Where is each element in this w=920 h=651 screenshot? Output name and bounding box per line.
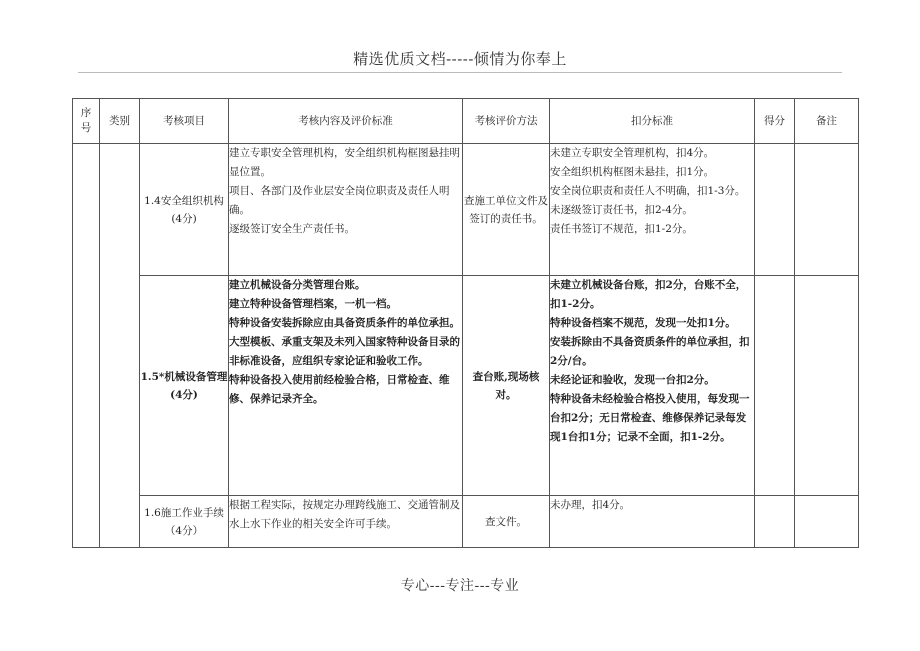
deduction-line: 未建立专职安全管理机构，扣4分。 [550,147,715,159]
category-cell [100,144,140,548]
deduction-line: 安全岗位职责和责任人不明确，扣1-3分。 [550,185,746,197]
remarks-cell [795,496,859,548]
col-header-category: 类别 [100,99,140,144]
score-cell [755,276,795,496]
score-cell [755,144,795,276]
content-line: 建立特种设备管理档案，一机一档。 [229,298,397,310]
deduction-line: 未办理，扣4分。 [550,499,631,511]
table-row [73,496,859,548]
content-cell [229,276,463,496]
table-header-row [73,99,859,144]
method-cell: 查文件。 [463,496,550,548]
item-cell: 1.6施工作业手续（4分） [140,496,229,548]
content-line: 建立机械设备分类管理台账。 [229,279,366,291]
deduction-line: 未经论证和验收，发现一台扣2分。 [550,374,715,386]
score-cell [755,496,795,548]
page-footer: 专心---专注---专业 [400,578,520,594]
header-divider [78,72,842,73]
deduction-cell [550,144,755,276]
deduction-line: 安装拆除由不具备资质条件的单位承担，扣2分/台。 [550,336,750,367]
remarks-cell [795,276,859,496]
col-header-deduction: 扣分标准 [550,99,755,144]
method-cell: 查施工单位文件及签订的责任书。 [463,144,550,276]
deduction-cell [550,496,755,548]
remarks-cell [795,144,859,276]
deduction-line: 特种设备档案不规范，发现一处扣1分。 [550,317,736,329]
col-header-score: 得分 [755,99,795,144]
col-header-method: 考核评价方法 [463,99,550,144]
content-line: 特种设备投入使用前经检验合格，日常检查、维修、保养记录齐全。 [229,374,450,405]
item-cell: 1.4安全组织机构(4分) [140,144,229,276]
content-line: 大型模板、承重支架及未列入国家特种设备目录的非标准设备，应组织专家论证和验收工作。 [229,336,460,367]
col-header-item: 考核项目 [140,99,229,144]
col-header-content: 考核内容及评价标准 [229,99,463,144]
item-cell: 1.5*机械设备管理(4分) [140,276,229,496]
content-line: 项目、各部门及作业层安全岗位职责及责任人明确。 [229,185,450,216]
content-line: 逐级签订安全生产责任书。 [229,223,355,235]
seq-cell [73,144,100,548]
page-header: 精选优质文档-----倾情为你奉上 [353,50,567,68]
table-row [73,276,859,496]
deduction-line: 安全组织机构框图未悬挂，扣1分。 [550,166,715,178]
table-row [73,144,859,276]
content-line: 特种设备安装拆除应由具备资质条件的单位承担。 [229,317,460,329]
deduction-cell [550,276,755,496]
deduction-line: 责任书签订不规范，扣1-2分。 [550,223,693,235]
col-header-seq: 序号 [73,99,100,144]
content-line: 建立专职安全管理机构，安全组织机构框图悬挂明显位置。 [229,147,460,178]
col-header-remarks: 备注 [795,99,859,144]
deduction-line: 未逐级签订责任书，扣2-4分。 [550,204,693,216]
content-line: 根据工程实际，按规定办理跨线施工、交通管制及水上水下作业的相关安全许可手续。 [229,499,460,530]
content-cell [229,496,463,548]
deduction-line: 未建立机械设备台账，扣2分，台账不全，扣1-2分。 [550,279,747,310]
content-cell [229,144,463,276]
method-cell: 查台账,现场核对。 [463,276,550,496]
deduction-line: 特种设备未经检验合格投入使用，每发现一台扣2分；无日常检查、维修保养记录每发现1台扣1分；记录不全面，扣1-2分。 [550,393,750,443]
assessment-table [72,98,859,548]
